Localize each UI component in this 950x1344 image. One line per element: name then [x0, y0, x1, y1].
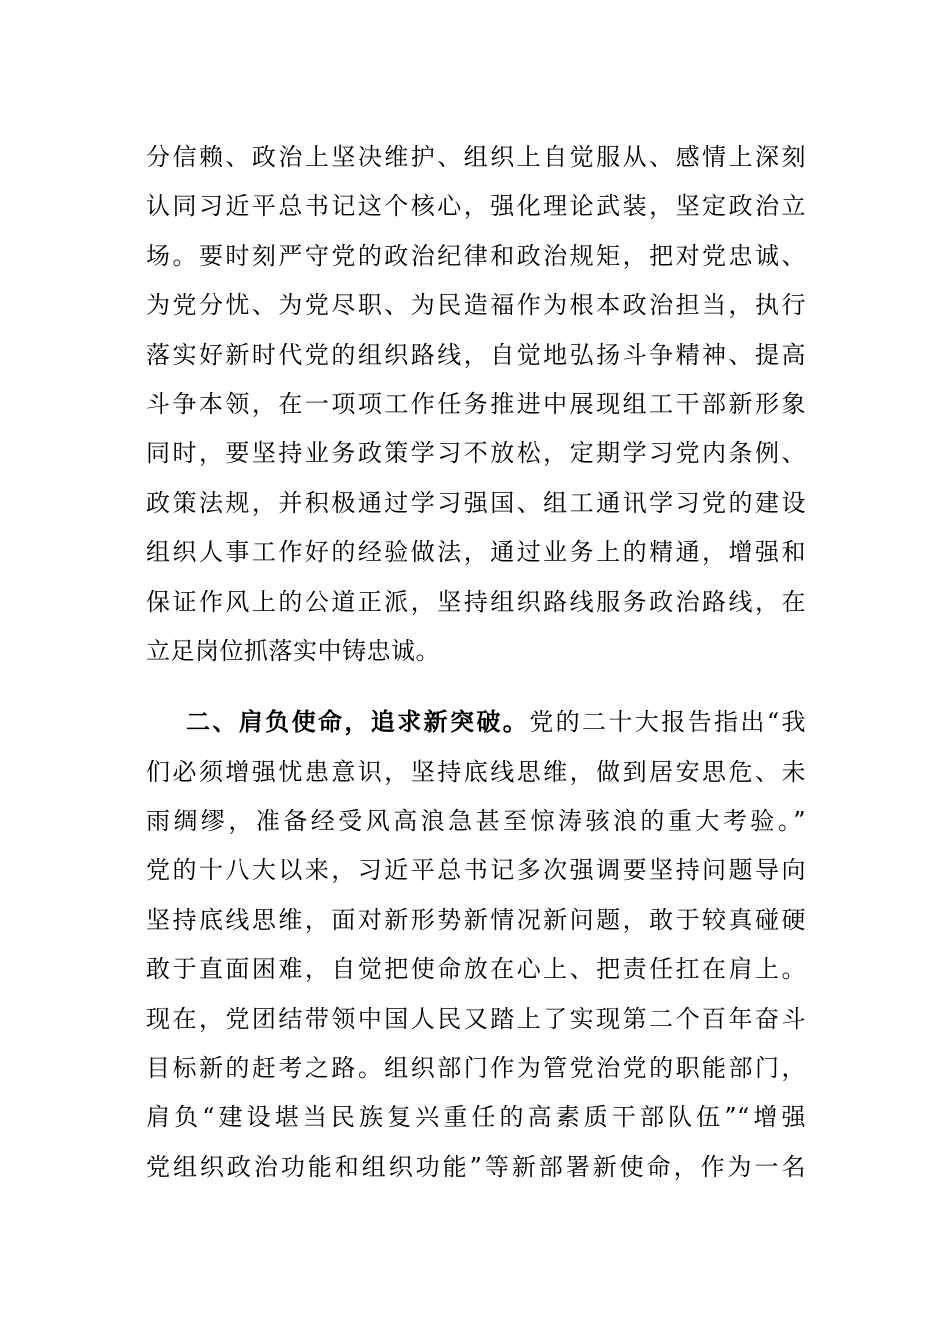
- text-line: 同时，要坚持业务政策学习不放松，定期学习党内条例、: [146, 439, 806, 468]
- text-line: 立足岗位抓落实中铸忠诚。: [146, 636, 440, 665]
- text-line: 坚持底线思维，面对新形势新情况新问题，敢于较真碰硬: [146, 905, 806, 934]
- text-line: 政策法规，并积极通过学习强国、组工通讯学习党的建设: [146, 488, 806, 517]
- heading-line-text: 党的二十大报告指出“我: [529, 708, 806, 737]
- paragraph-1: [146, 133, 806, 676]
- text-line: 肩负“建设堪当民族复兴重任的高素质干部队伍”“增强: [146, 1103, 806, 1132]
- text-line: 雨绸缪，准备经受风高浪急甚至惊涛骇浪的重大考验。”: [146, 807, 806, 836]
- text-line: 分信赖、政治上坚决维护、组织上自觉服从、感情上深刻: [146, 143, 806, 171]
- text-line: 组织人事工作好的经验做法，通过业务上的精通，增强和: [146, 538, 806, 567]
- text-line: [146, 698, 806, 747]
- paragraph-2: [146, 698, 806, 1192]
- paragraph-spacer: [146, 676, 806, 698]
- document-body: [146, 133, 806, 1192]
- section-heading: 二、肩负使命，追求新突破。: [186, 708, 530, 737]
- text-line: 党组织政治功能和组织功能”等新部署新使命，作为一名: [146, 1152, 806, 1181]
- text-line: 认同习近平总书记这个核心，强化理论武装，坚定政治立: [146, 192, 806, 221]
- text-line: 保证作风上的公道正派，坚持组织路线服务政治路线，在: [146, 587, 806, 616]
- text-line: 们必须增强忧患意识，坚持底线思维，做到居安思危、未: [146, 757, 806, 786]
- text-line: 斗争本领，在一项项工作任务推进中展现组工干部新形象: [146, 389, 806, 418]
- text-line: 落实好新时代党的组织路线，自觉地弘扬斗争精神、提高: [146, 340, 806, 369]
- text-line: 为党分忧、为党尽职、为民造福作为根本政治担当，执行: [146, 291, 806, 320]
- text-line: 敢于直面困难，自觉把使命放在心上、把责任扛在肩上。: [146, 955, 806, 984]
- text-line: 现在，党团结带领中国人民又踏上了实现第二个百年奋斗: [146, 1004, 806, 1033]
- text-line: 目标新的赶考之路。组织部门作为管党治党的职能部门，: [146, 1054, 806, 1083]
- text-line: 党的十八大以来，习近平总书记多次强调要坚持问题导向: [146, 856, 806, 885]
- text-line: 场。要时刻严守党的政治纪律和政治规矩，把对党忠诚、: [146, 241, 806, 270]
